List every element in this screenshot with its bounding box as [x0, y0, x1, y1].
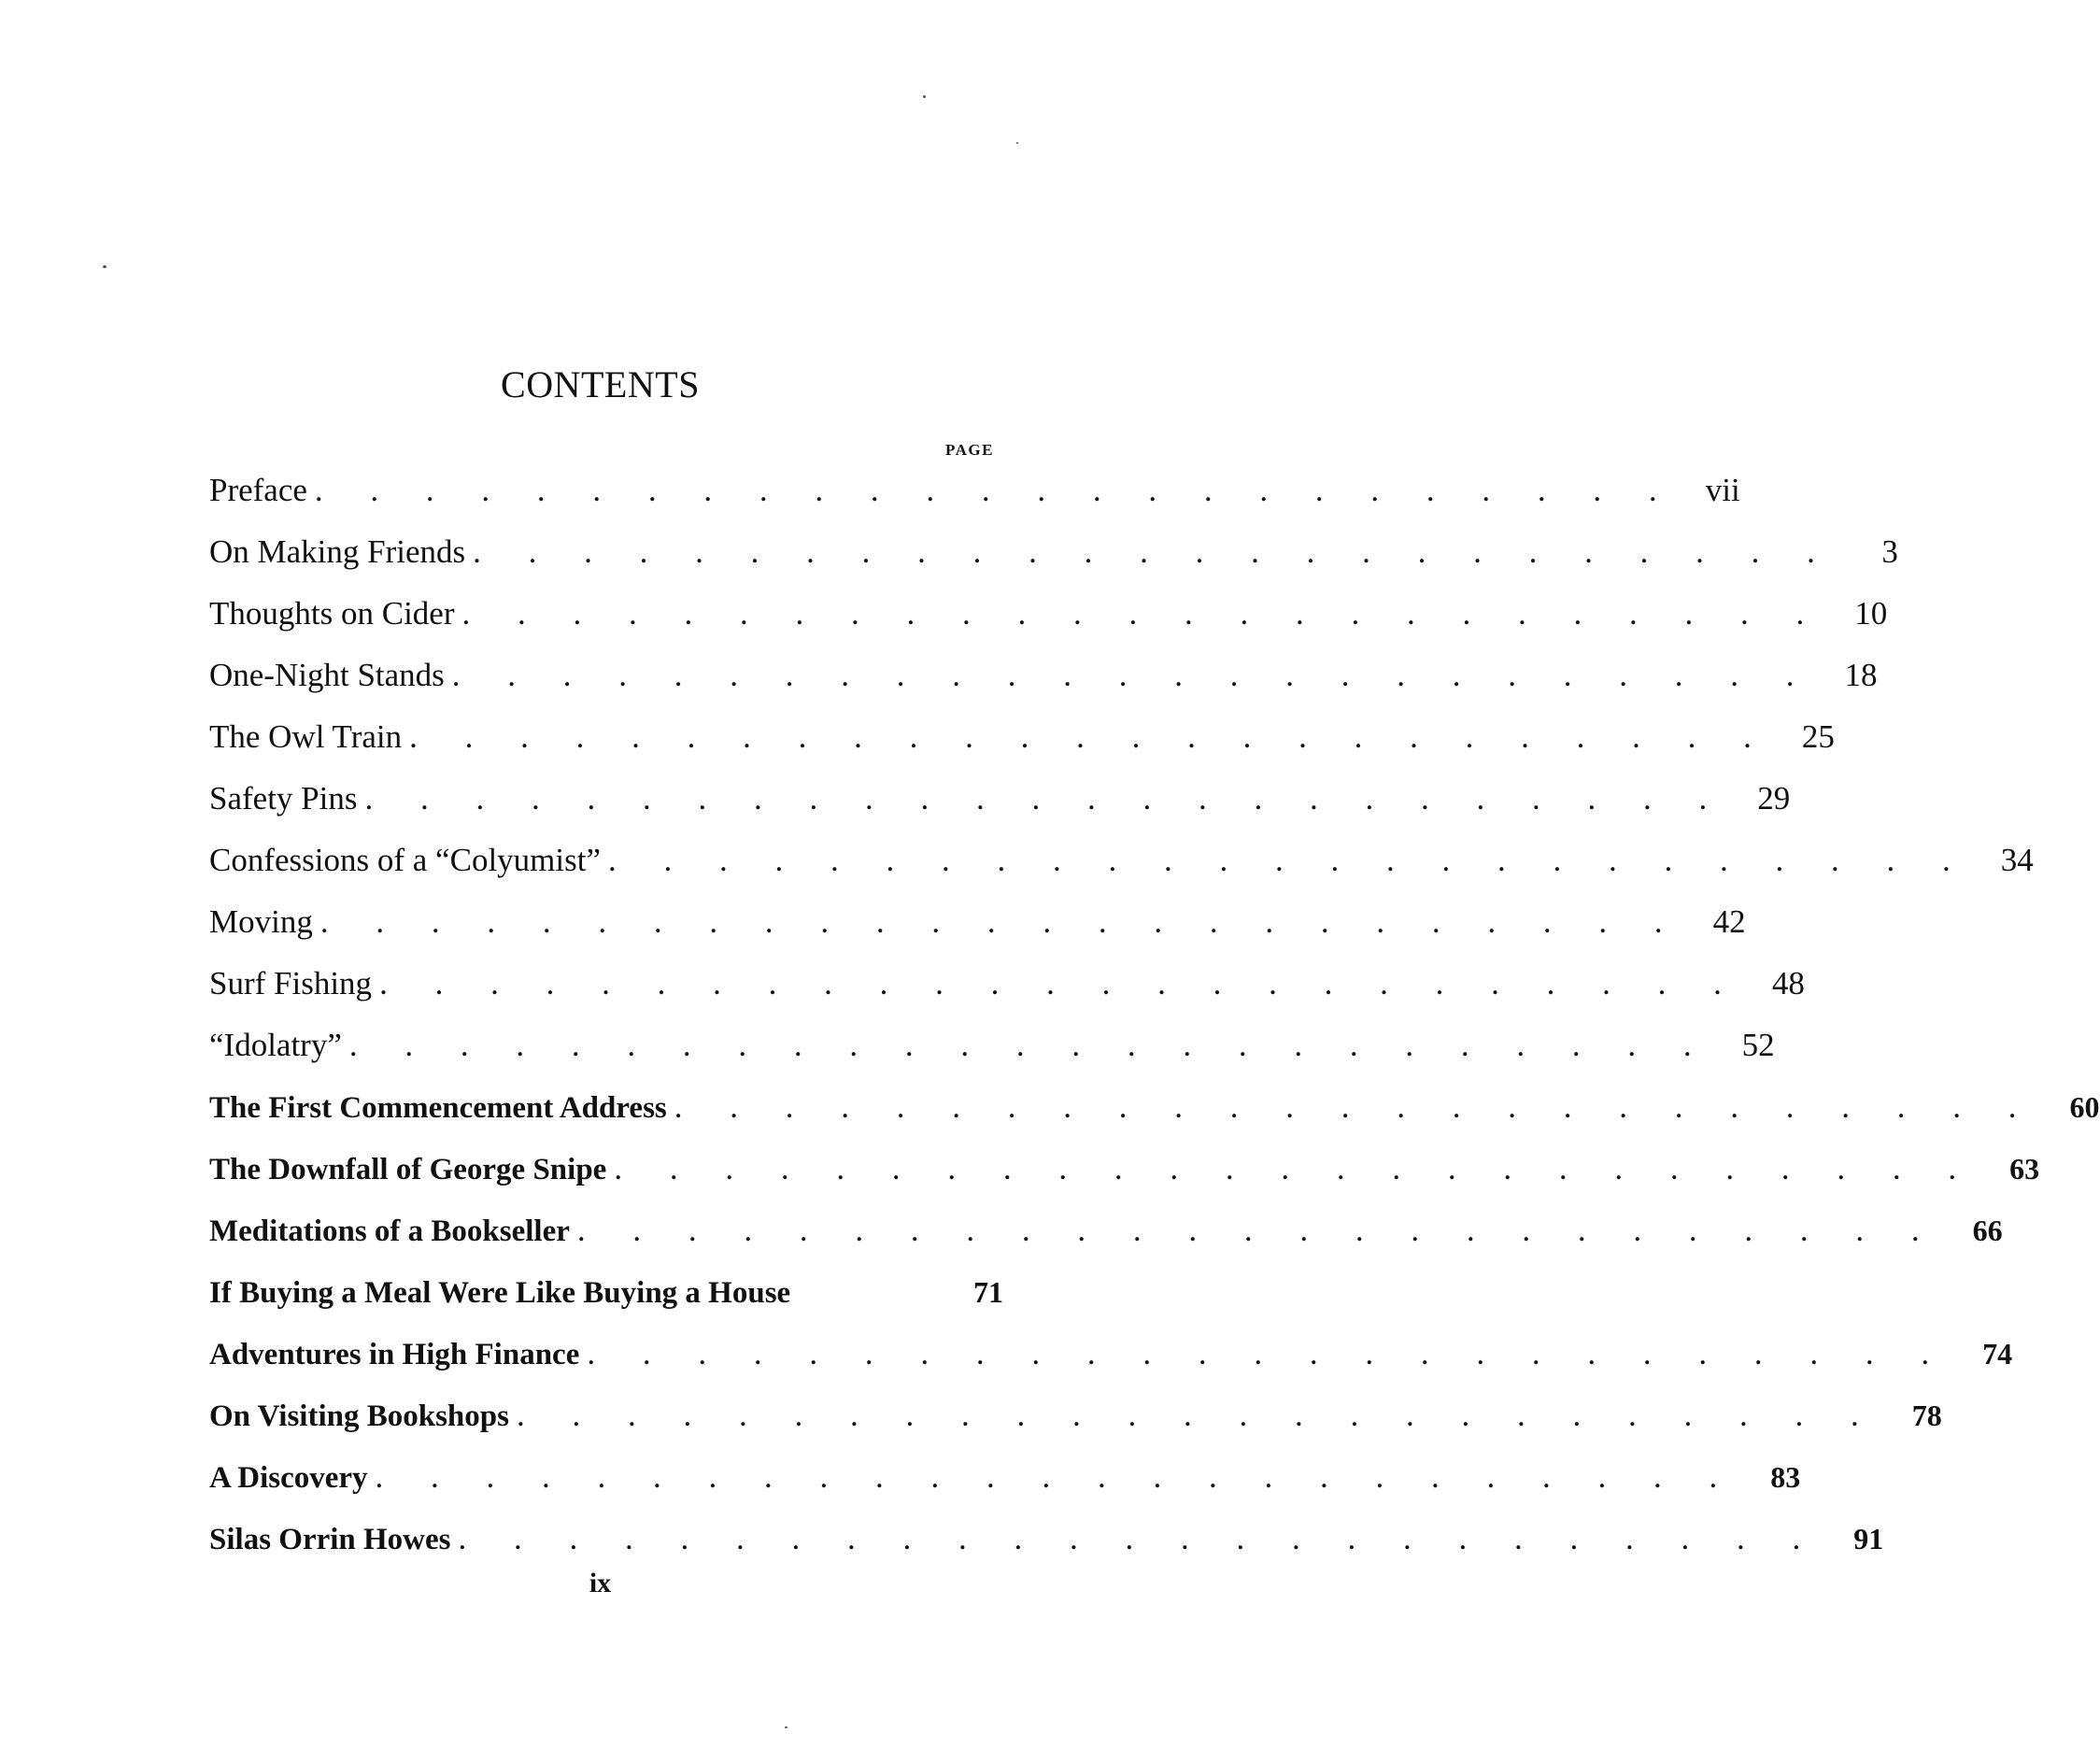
scan-speck — [785, 1726, 788, 1728]
toc-entry-page: 74 — [1982, 1337, 2013, 1371]
toc-entry-title: One-Night Stands — [209, 657, 445, 693]
toc-entry-page: 3 — [1881, 533, 1898, 570]
toc-entry — [209, 1138, 2040, 1200]
toc-entry — [209, 521, 1898, 583]
dot-leader: . . . . . . . . . . . . . . . . . . . . . . . . . — [379, 965, 1741, 1001]
toc-entry-page: 18 — [1844, 657, 1878, 693]
toc-entry-title: Safety Pins — [209, 780, 358, 817]
toc-entry — [209, 953, 1805, 1015]
toc-entry — [209, 1446, 1801, 1508]
toc-entry — [209, 460, 1740, 521]
toc-entry-title: Moving — [209, 903, 313, 940]
toc-entry-title: If Buying a Meal Were Like Buying a House — [209, 1276, 791, 1310]
toc-entry — [209, 1015, 1775, 1076]
dot-leader: . . . . . . . . . . . . . . . . . . . . . . . . . — [516, 1397, 1879, 1433]
toc-entry-page: 83 — [1770, 1460, 1801, 1494]
toc-entry-title: A Discovery — [209, 1461, 368, 1495]
toc-entry-page: 78 — [1911, 1399, 1942, 1432]
dot-leader: . . . . . . . . . . . . . . . . . . . . . . . . . — [451, 657, 1814, 693]
toc-entry-page: 48 — [1771, 965, 1805, 1001]
toc-entry — [209, 583, 1888, 645]
toc-entry — [209, 830, 2034, 891]
toc-entry-title: Preface — [209, 472, 307, 508]
toc-entry-page: 60 — [2069, 1090, 2100, 1124]
toc-entry-title: The First Commencement Address — [209, 1091, 667, 1125]
toc-entry-title: Silas Orrin Howes — [209, 1523, 451, 1556]
toc-entry-page: vii — [1705, 472, 1740, 508]
dot-leader: . . . . . . . . . . . . . . . . . . . . . . . . . — [314, 472, 1677, 508]
toc-entry-title: On Making Friends — [209, 533, 466, 570]
scan-speck — [1016, 142, 1018, 144]
toc-entry-title: On Visiting Bookshops — [209, 1399, 509, 1433]
dot-leader: . . . . . . . . . . . . . . . . . . . . . . . . . — [674, 1088, 2036, 1125]
page-column-label: PAGE — [945, 441, 994, 459]
toc-entry-page: 66 — [1972, 1214, 2003, 1247]
table-of-contents — [209, 460, 2100, 1569]
toc-entry-title: Surf Fishing — [209, 965, 373, 1001]
toc-entry-title: The Owl Train — [209, 718, 403, 755]
toc-entry-page: 34 — [2000, 842, 2034, 878]
toc-entry-page: 63 — [2009, 1152, 2040, 1186]
toc-entry — [209, 1508, 1884, 1569]
toc-entry — [209, 706, 1835, 768]
toc-entry — [209, 1323, 2013, 1385]
dot-leader: . . . . . . . . . . . . . . . . . . . . . . . . . — [473, 533, 1835, 570]
scan-speck — [923, 95, 926, 98]
dot-leader: . . . . . . . . . . . . . . . . . . . . . . . . . — [409, 718, 1771, 755]
dot-leader: . . . . . . . . . . . . . . . . . . . . . . . . . — [614, 1150, 1977, 1186]
toc-entry-title: Adventures in High Finance — [209, 1338, 580, 1371]
dot-leader: . . . . . . . . . . . . . . . . . . . . . . . . . — [364, 780, 1727, 817]
dot-leader: . . . . . . . . . . . . . . . . . . . . . . . . . — [319, 903, 1682, 940]
dot-leader: . . . . . . . . . . . . . . . . . . . . . . . . . — [608, 842, 1970, 878]
toc-entry-page: 10 — [1854, 595, 1888, 632]
toc-entry — [209, 1076, 2100, 1138]
toc-entry-title: Meditations of a Bookseller — [209, 1214, 570, 1248]
toc-entry — [209, 891, 1746, 953]
dot-leader: . . . . . . . . . . . . . . . . . . . . . . . . . — [348, 1027, 1711, 1063]
toc-entry — [209, 1261, 1003, 1323]
toc-entry-page: 25 — [1801, 718, 1835, 755]
toc-entry-title: Thoughts on Cider — [209, 595, 455, 632]
toc-entry-title: “Idolatry” — [209, 1027, 342, 1063]
dot-leader: . . . . . . . . . . . . . . . . . . . . . . . . . — [375, 1458, 1738, 1495]
page-title: CONTENTS — [501, 363, 700, 405]
toc-entry — [209, 645, 1878, 706]
scan-speck — [103, 265, 106, 268]
toc-entry-page: 29 — [1757, 780, 1791, 817]
dot-leader: . . . . . . . . . . . . . . . . . . . . . . . . . — [587, 1335, 1950, 1371]
toc-entry — [209, 1200, 2003, 1261]
toc-entry-page: 52 — [1741, 1027, 1775, 1063]
page-folio: ix — [589, 1568, 612, 1598]
toc-entry-title: The Downfall of George Snipe — [209, 1153, 607, 1186]
toc-entry-page: 71 — [973, 1275, 1003, 1309]
toc-entry-page: 91 — [1853, 1522, 1884, 1555]
dot-leader: . . . . . . . . . . . . . . . . . . . . . . . . . — [458, 1520, 1821, 1556]
toc-entry — [209, 768, 1791, 830]
dot-leader: . . . . . . . . . . . . . . . . . . . . . . . . . — [576, 1212, 1939, 1248]
toc-entry-title: Confessions of a “Colyumist” — [209, 842, 601, 878]
dot-leader: . . . . . . . . . . . . . . . . . . . . . . . . . — [461, 595, 1824, 632]
toc-entry — [209, 1385, 1942, 1446]
toc-entry-page: 42 — [1712, 903, 1746, 940]
